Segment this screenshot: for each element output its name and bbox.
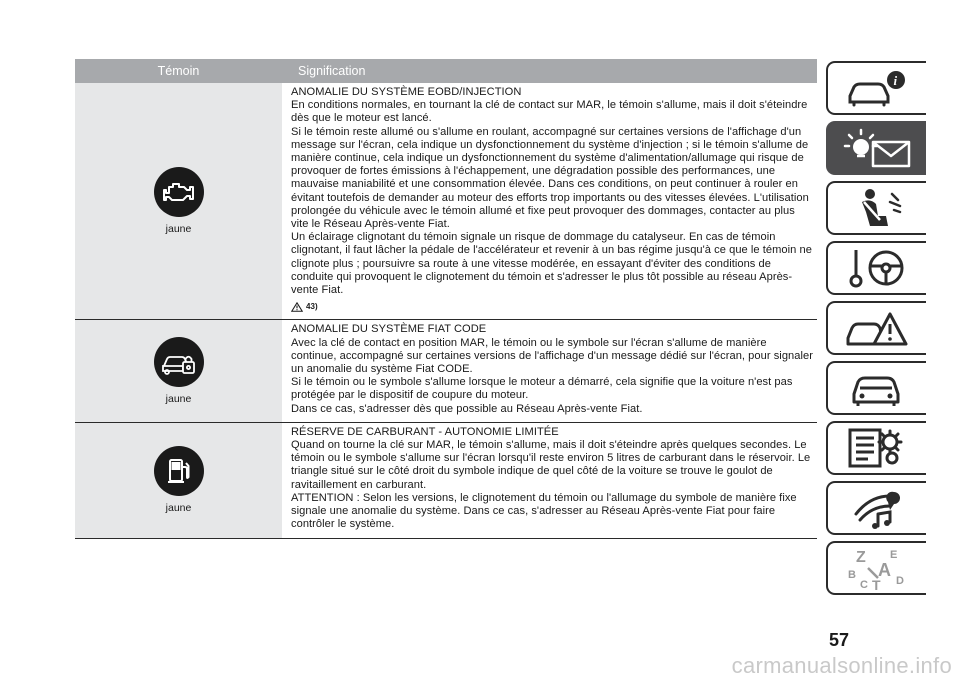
tab-warning-lights[interactable] <box>826 121 926 175</box>
icon-color-label: jaune <box>165 223 192 236</box>
row-title: ANOMALIE DU SYSTÈME EOBD/INJECTION <box>291 86 522 98</box>
car-maintenance-icon <box>842 366 912 410</box>
row-title: ANOMALIE DU SYSTÈME FIAT CODE <box>291 323 487 336</box>
svg-text:Z: Z <box>856 549 866 566</box>
paragraph: ATTENTION : Selon les versions, le clignotement du témoin ou l'allumage du symbole de manière fixe signale une anomalie du système. Dans ce cas, s'adresser au Réseau Après-vente Fiat pour faire contrôler le système. <box>291 491 797 531</box>
warning-lights-table <box>75 59 817 539</box>
tab-maintenance[interactable] <box>826 361 926 415</box>
table-row <box>75 423 817 539</box>
icon-cell <box>75 83 282 319</box>
svg-text:B: B <box>848 569 856 581</box>
description-cell <box>282 83 817 319</box>
paragraph: Si le témoin ou le symbole s'allume lorsque le moteur a démarré, cela signifie que la voiture n'est pas protégée par le dispositif de coupure du moteur. <box>291 376 793 402</box>
tab-car-info[interactable] <box>826 61 926 115</box>
paragraph: Si le témoin reste allumé ou s'allume en roulant, accompagné sur certaines versions de l'affichage d'un message sur l'écran, cela indique un dysfonctionnement du système d'injection ; si le témoin s'allume de manière continue, cela indique un dysfonctionnement du système d'alimentation/allumage qui risque de provoquer de fortes émissions à l'échappement, une dégradation possible des performances, une mauvaise maniabilité et une consommation élevée. Dans ces conditions, on peut continuer à rouler en évitant toutefois de demander au moteur des efforts trop importants ou des vitesses élevées. L'utilisation prolongée du véhicule avec le témoin allumé et fixe peut provoquer des dommages, contacter au plus vite le Réseau Après-vente Fiat. <box>291 125 809 231</box>
svg-text:D: D <box>896 575 904 587</box>
header-signification: Signification <box>298 64 366 78</box>
tab-starting-driving[interactable] <box>826 241 926 295</box>
seatbelt-person-icon <box>842 186 912 230</box>
paragraph: Quand on tourne la clé sur MAR, le témoin s'allume, mais il doit s'éteindre après quelques secondes. Le témoin ou le symbole s'allume sur l'écran lorsqu'il reste environ 5 litres de carburant dans le réservoir. Le triangle situé sur le côté droit du symbole indique de quel côté de la voiture se trouve le goulot de ravitaillement en carburant. <box>291 439 811 491</box>
icon-color-label: jaune <box>165 393 192 406</box>
warning-reference <box>291 300 813 313</box>
tab-safety[interactable] <box>826 181 926 235</box>
fiat-code-icon <box>154 337 204 387</box>
tab-index[interactable] <box>826 541 926 595</box>
fuel-pump-icon <box>154 446 204 496</box>
multimedia-icon <box>842 486 912 530</box>
table-header <box>75 59 817 83</box>
emergency-triangle-icon <box>842 306 912 350</box>
chapter-tabs <box>826 61 926 601</box>
svg-text:A: A <box>878 560 891 580</box>
icon-cell <box>75 423 282 538</box>
tab-technical-data[interactable] <box>826 421 926 475</box>
icon-cell <box>75 320 282 421</box>
car-info-icon <box>842 68 912 108</box>
table-row <box>75 320 817 422</box>
svg-text:C: C <box>860 579 868 590</box>
tab-emergency[interactable] <box>826 301 926 355</box>
row-title: RÉSERVE DE CARBURANT - AUTONOMIE LIMITÉE <box>291 425 559 438</box>
paragraph: Dans ce cas, s'adresser dès que possible au Réseau Après-vente Fiat. <box>291 402 643 415</box>
description-cell <box>282 320 817 421</box>
svg-text:i: i <box>893 73 898 88</box>
svg-text:E: E <box>890 549 898 561</box>
icon-color-label: jaune <box>165 502 192 515</box>
key-steering-wheel-icon <box>842 246 912 290</box>
svg-text:T: T <box>872 577 881 590</box>
description-cell <box>282 423 817 538</box>
watermark: carmanualsonline.info <box>731 653 952 678</box>
warning-number[interactable]: 43) <box>306 302 318 312</box>
technical-data-gear-icon <box>842 426 912 470</box>
alphabet-index-icon <box>842 546 912 590</box>
header-temoin: Témoin <box>157 64 200 78</box>
tab-multimedia[interactable] <box>826 481 926 535</box>
paragraph: En conditions normales, en tournant la clé de contact sur MAR, le témoin s'allume, mais il doit s'éteindre dès que le moteur est lancé. <box>291 99 808 125</box>
warning-triangle-icon <box>291 302 303 312</box>
page-number: 57 <box>828 630 850 650</box>
engine-check-icon <box>154 167 204 217</box>
paragraph: Avec la clé de contact en position MAR, le témoin ou le symbole sur l'écran s'allume de manière continue, accompagné sur certaines versions de l'affichage d'un message dédié sur l'écran, pour signaler un anomalie du système Fiat CODE. <box>291 336 813 376</box>
paragraph: Un éclairage clignotant du témoin signale un risque de dommage du catalyseur. En cas de témoin clignotant, il faut lâcher la pédale de l'accélérateur et revenir à un bas régime jusqu'à ce que le témoin ne clignote plus ; poursuivre sa route à une vitesse modérée, en essayant d'éviter des conditions de conduite qui provoquent le clignotement du témoin et s'adresser le plus tôt possible au réseau Après-vente Fiat. <box>291 231 812 297</box>
table-row <box>75 83 817 320</box>
warning-lights-messages-icon <box>837 126 917 170</box>
